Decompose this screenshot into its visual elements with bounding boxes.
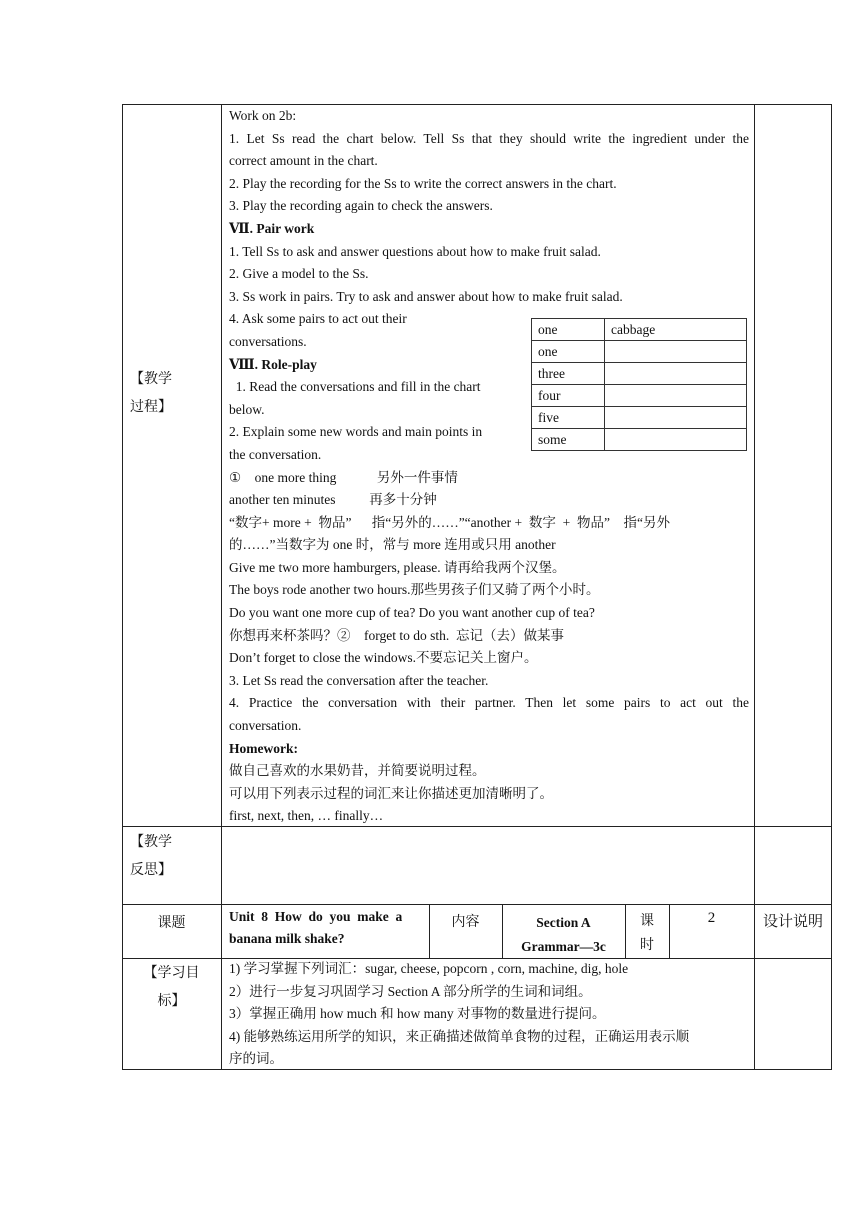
chart-amount: five — [532, 407, 605, 429]
text-line: Do you want one more cup of tea? Do you want another cup of tea? — [229, 605, 595, 621]
unit-title-line2: banana milk shake? — [229, 931, 345, 946]
text-line: conversation. — [229, 718, 302, 734]
chart-amount: three — [532, 363, 605, 385]
topic-label: 课题 — [157, 916, 186, 931]
chart-amount: four — [532, 385, 605, 407]
chart-ingredient — [605, 341, 747, 363]
chart-row — [532, 407, 747, 429]
objectives-content — [229, 958, 749, 1071]
text-line: 1. Let Ss read the chart below. Tell Ss that they should write the ingredient under the — [229, 130, 749, 146]
col-divider-1 — [221, 104, 222, 1070]
text-line: 3. Let Ss read the conversation after the teacher. — [229, 672, 489, 688]
chart-ingredient — [605, 429, 747, 451]
section-heading-homework: Homework: — [229, 740, 298, 756]
process-label — [130, 366, 172, 422]
reflection-label — [130, 829, 172, 885]
text-line: 4. Practice the conversation with their partner. Then let some pairs to act out the — [229, 695, 749, 711]
text-line: first, next, then, … finally… — [229, 808, 384, 824]
chart-amount: one — [532, 341, 605, 363]
section-heading-role-play: Ⅷ. Role-play — [229, 356, 317, 372]
lesson-label-line1: 课 — [640, 914, 654, 929]
objectives-label-line2: 标】 — [157, 994, 186, 1009]
unit-title-line1: Unit 8 How do you make a — [229, 909, 403, 924]
text-line: 3. Play the recording again to check the answers. — [229, 198, 493, 214]
text-line: ① one more thing 另外一件事情 — [229, 469, 458, 485]
text-line: 2. Play the recording for the Ss to write the correct answers in the chart. — [229, 175, 617, 191]
text-line: Give me two more hamburgers, please. 请再给我两个汉堡。 — [229, 559, 566, 575]
reflection-label-line2: 反思】 — [130, 863, 172, 878]
row-divider-2 — [122, 904, 832, 905]
objective-line: 3）掌握正确用 how much 和 how many 对事物的数量进行提问。 — [229, 1006, 606, 1022]
chart-ingredient — [605, 385, 747, 407]
chart-row — [532, 429, 747, 451]
text-line: 你想再来杯茶吗？② forget to do sth. 忘记（去）做某事 — [229, 627, 564, 643]
lesson-label — [625, 910, 669, 958]
section-heading-pair-work: Ⅶ. Pair work — [229, 220, 315, 236]
process-content — [229, 105, 749, 828]
text-line: 4. Ask some pairs to act out their — [229, 311, 407, 327]
text-line: 2. Explain some new words and main points in — [229, 424, 483, 440]
chart-row — [532, 363, 747, 385]
text-line: Work on 2b: — [229, 108, 297, 123]
objective-line: 序的词。 — [229, 1051, 283, 1067]
text-line: conversations. — [229, 333, 307, 349]
objectives-label — [122, 960, 221, 1016]
unit-title — [229, 906, 423, 950]
section-name-line2: Grammar—3c — [521, 939, 606, 954]
text-line: below. — [229, 401, 265, 417]
lesson-count: 2 — [707, 910, 716, 926]
objectives-label-line1: 【学习目 — [143, 966, 200, 981]
text-line: 2. Give a model to the Ss. — [229, 266, 369, 282]
chart-ingredient — [605, 407, 747, 429]
ingredient-chart — [531, 318, 747, 451]
text-line: the conversation. — [229, 446, 322, 462]
section-name-line1: Section A — [536, 915, 591, 930]
col-divider-right — [754, 104, 755, 904]
process-label-line1: 【教学 — [130, 372, 172, 387]
text-line: 可以用下列表示过程的词汇来让你描述更加清晰明了。 — [229, 785, 553, 801]
text-line: “数字+ more + 物品” 指“另外的……”“another + 数字 + 物品” 指“另外 — [229, 514, 670, 530]
lesson-label-line2: 时 — [640, 938, 654, 953]
design-notes-label: 设计说明 — [762, 914, 823, 930]
objective-line: 2）进行一步复习巩固学习 Section A 部分所学的生词和词组。 — [229, 983, 592, 999]
text-line: another ten minutes 再多十分钟 — [229, 492, 437, 508]
text-line: Don’t forget to close the windows.不要忘记关上窗户。 — [229, 650, 538, 666]
chart-ingredient — [605, 363, 747, 385]
section-name — [502, 911, 625, 959]
text-line: 3. Ss work in pairs. Try to ask and answer about how to make fruit salad. — [229, 288, 623, 304]
reflection-label-line1: 【教学 — [130, 835, 172, 850]
chart-amount: some — [532, 429, 605, 451]
chart-amount: one — [532, 319, 605, 341]
text-line: The boys rode another two hours.那些男孩子们又骑了两个小时。 — [229, 582, 600, 598]
text-line: correct amount in the chart. — [229, 153, 378, 169]
content-label: 内容 — [451, 915, 480, 930]
objective-line: 4) 能够熟练运用所学的知识，来正确描述做简单食物的过程，正确运用表示顺 — [229, 1028, 690, 1044]
chart-row — [532, 385, 747, 407]
chart-row — [532, 341, 747, 363]
text-line: 1. Read the conversations and fill in the chart — [229, 379, 481, 395]
chart-ingredient: cabbage — [605, 319, 747, 341]
objective-line: 1) 学习掌握下列词汇：sugar, cheese, popcorn , corn, machine, dig, hole — [229, 961, 629, 976]
text-line: 做自己喜欢的水果奶昔，并简要说明过程。 — [229, 763, 486, 779]
text-line: 的……”当数字为 one 时，常与 more 连用或只用 another — [229, 537, 556, 553]
process-label-line2: 过程】 — [130, 400, 172, 415]
chart-row — [532, 319, 747, 341]
text-line: 1. Tell Ss to ask and answer questions about how to make fruit salad. — [229, 243, 601, 259]
